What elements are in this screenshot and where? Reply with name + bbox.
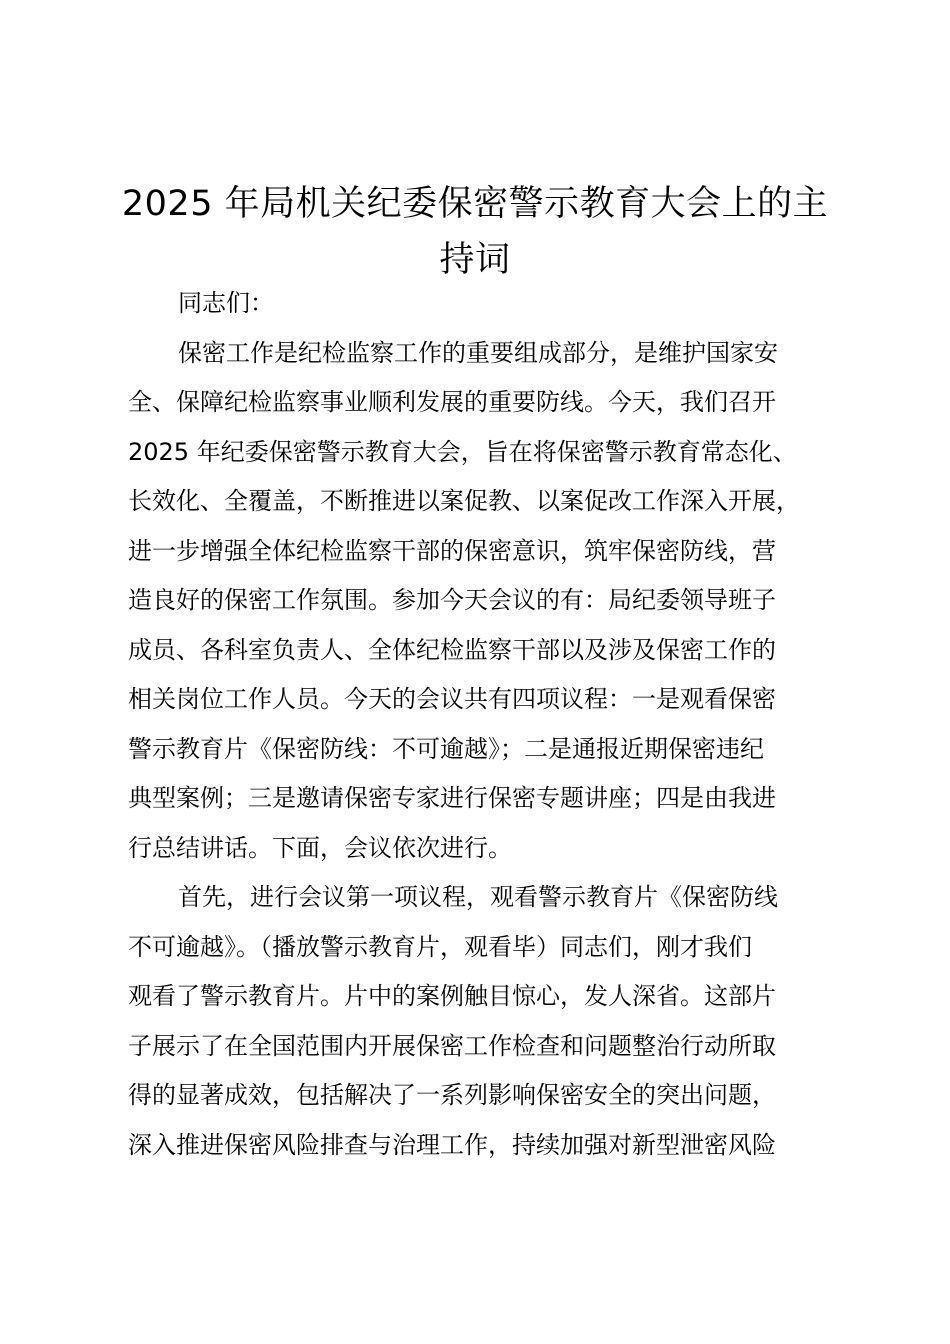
paragraph-opening xyxy=(128,329,828,874)
document-title xyxy=(120,176,830,288)
paragraph-line: 保密工作是纪检监察工作的重要组成部分，是维护国家安 xyxy=(178,338,778,367)
paragraph-line: 观看了警示教育片。片中的案例触目惊心，发人深省。这部片 xyxy=(128,982,776,1010)
paragraph-line: 长效化、全覆盖，不断推进以案促教、以案促改工作深入开展， xyxy=(128,487,800,515)
document-body xyxy=(128,279,828,1170)
paragraph-line: 成员、各科室负责人、全体纪检监察干部以及涉及保密工作的 xyxy=(128,635,776,664)
paragraph-line: 行总结讲话。下面，会议依次进行。 xyxy=(128,833,512,862)
paragraph-line: 进一步增强全体纪检监察干部的保密意识，筑牢保密防线，营 xyxy=(128,536,776,565)
title-line: 2025 年局机关纪委保密警示教育大会上的主 xyxy=(121,184,829,224)
paragraph-line: 首先，进行会议第一项议程，观看警示教育片《保密防线 xyxy=(178,883,778,911)
paragraph-line: 得的显著成效，包括解决了一系列影响保密安全的突出问题， xyxy=(128,1081,776,1109)
paragraph-line: 典型案例；三是邀请保密专家进行保密专题讲座；四是由我进 xyxy=(128,784,776,812)
paragraph-first-agenda xyxy=(128,873,828,1170)
title-line: 持词 xyxy=(439,240,511,280)
paragraph-line: 全、保障纪检监察事业顺利发展的重要防线。今天，我们召开 xyxy=(128,388,776,416)
paragraph-line: 2025 年纪委保密警示教育大会，旨在将保密警示教育常态化、 xyxy=(128,437,797,466)
paragraph-line: 深入推进保密风险排查与治理工作，持续加强对新型泄密风险 xyxy=(128,1130,776,1159)
paragraph-line: 不可逾越》。（播放警示教育片，观看毕）同志们，刚才我们 xyxy=(128,932,752,961)
salutation: 同志们： xyxy=(178,289,274,317)
paragraph-line: 相关岗位工作人员。今天的会议共有四项议程：一是观看保密 xyxy=(128,685,776,713)
paragraph-line: 造良好的保密工作氛围。参加今天会议的有：局纪委领导班子 xyxy=(128,586,776,614)
paragraph-line: 子展示了在全国范围内开展保密工作检查和问题整治行动所取 xyxy=(128,1031,776,1060)
paragraph-line: 警示教育片《保密防线：不可逾越》；二是通报近期保密违纪 xyxy=(128,734,764,763)
salutation-paragraph xyxy=(128,279,828,329)
